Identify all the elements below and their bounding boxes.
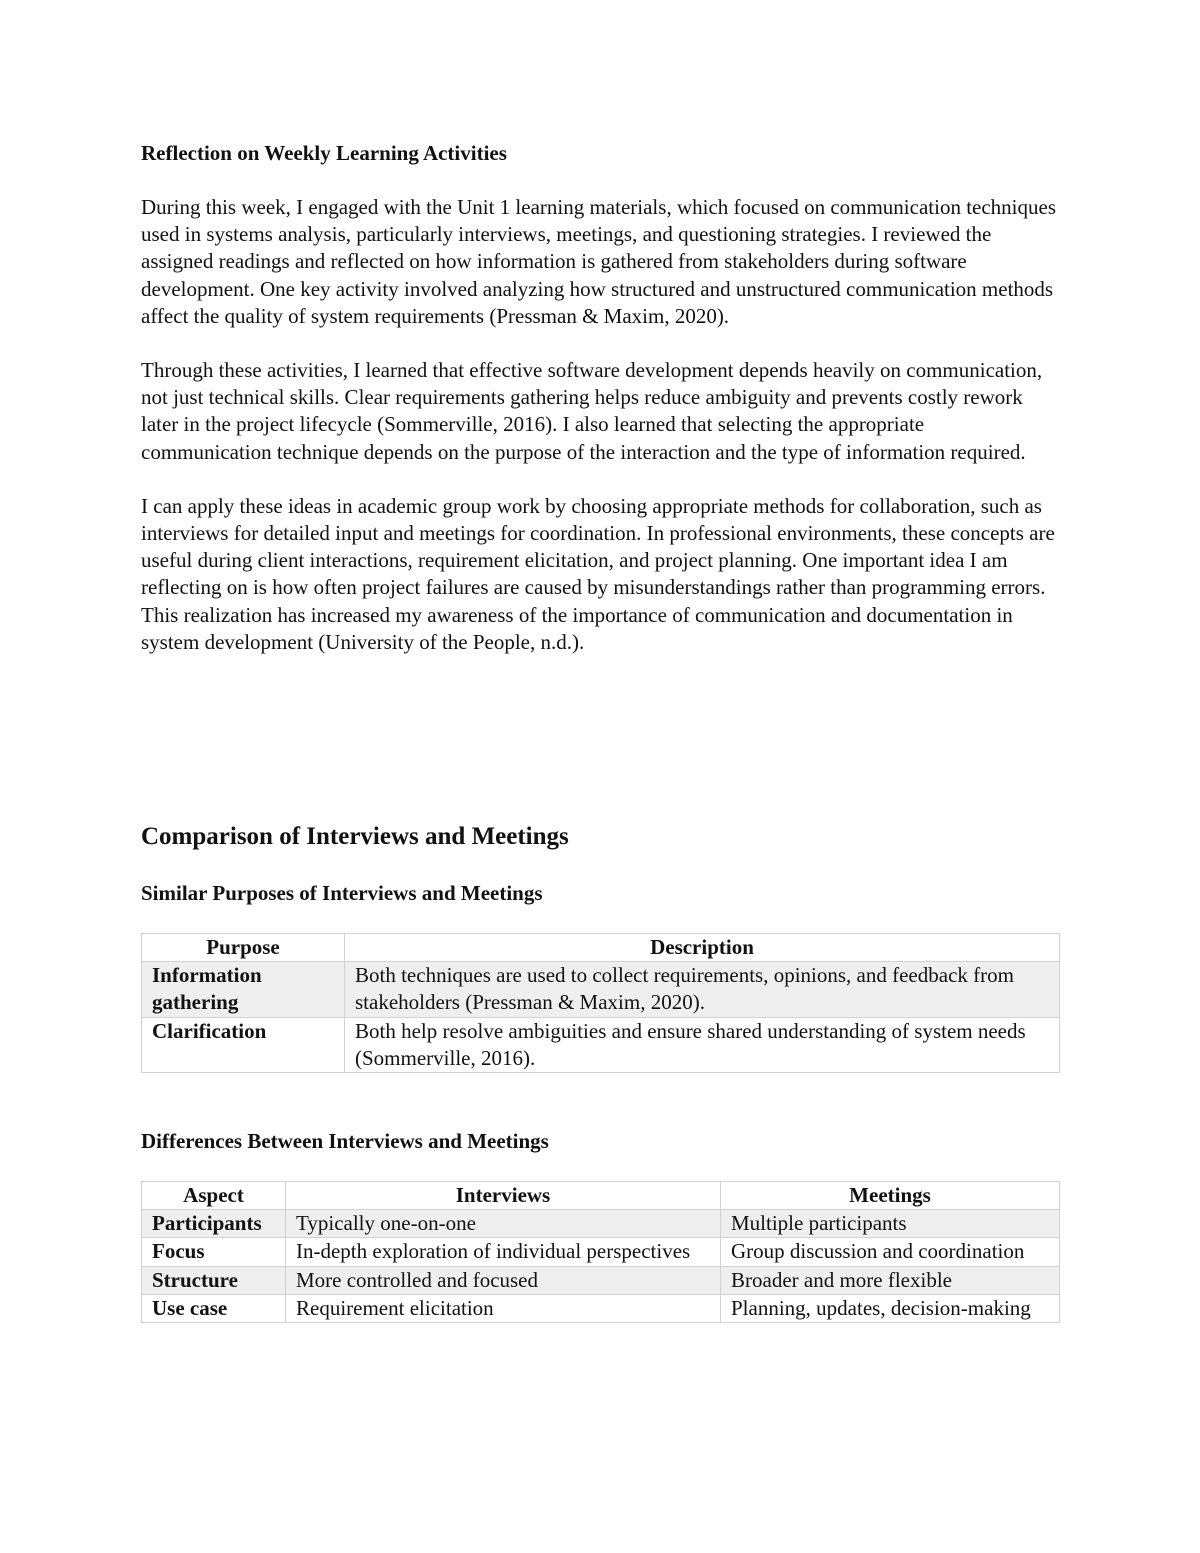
row-meetings-cell: Group discussion and coordination (721, 1238, 1060, 1266)
table-row (142, 1017, 1060, 1072)
row-interviews-cell: Requirement elicitation (286, 1294, 721, 1322)
row-interviews-cell: In-depth exploration of individual perspectives (286, 1238, 721, 1266)
similar-purposes-title: Similar Purposes of Interviews and Meetings (141, 881, 543, 905)
column-header-aspect: Aspect (142, 1182, 286, 1210)
similar-purposes-table (141, 933, 1060, 1073)
reflection-paragraph-2: Through these activities, I learned that effective software development depends heavily on communication, not just technical skills. Clear requirements gathering helps reduce ambiguity and prevents costly rework later in the project lifecycle (Sommerville, 2016). I also learned that selecting the appropriate communication technique depends on the purpose of the interaction and the type of information required. (141, 358, 1043, 464)
row-interviews-cell: More controlled and focused (286, 1266, 721, 1294)
comparison-title: Comparison of Interviews and Meetings (141, 823, 569, 850)
differences-title: Differences Between Interviews and Meetings (141, 1129, 549, 1153)
row-label: Participants (142, 1210, 286, 1238)
differences-table (141, 1181, 1060, 1323)
table-row (142, 1210, 1060, 1238)
row-label: Use case (142, 1294, 286, 1322)
column-header-description: Description (345, 934, 1060, 962)
row-interviews-cell: Typically one-on-one (286, 1210, 721, 1238)
document-page (141, 140, 1059, 1320)
row-meetings-cell: Planning, updates, decision-making (721, 1294, 1060, 1322)
column-header-purpose: Purpose (142, 934, 345, 962)
column-header-interviews: Interviews (286, 1182, 721, 1210)
row-description: Both techniques are used to collect requirements, opinions, and feedback from stakeholders (Pressman & Maxim, 2020). (345, 962, 1060, 1017)
row-label: Information gathering (142, 962, 345, 1017)
table-row (142, 1294, 1060, 1322)
table-row (142, 1238, 1060, 1266)
row-description: Both help resolve ambiguities and ensure shared understanding of system needs (Sommerville, 2016). (345, 1017, 1060, 1072)
table-row (142, 962, 1060, 1017)
table-header-row (142, 1182, 1060, 1210)
table-row (142, 1266, 1060, 1294)
row-label: Clarification (142, 1017, 345, 1072)
column-header-meetings: Meetings (721, 1182, 1060, 1210)
reflection-title: Reflection on Weekly Learning Activities (141, 141, 507, 165)
table-header-row (142, 934, 1060, 962)
row-meetings-cell: Broader and more flexible (721, 1266, 1060, 1294)
reflection-paragraph-3: I can apply these ideas in academic group work by choosing appropriate methods for collaboration, such as interviews for detailed input and meetings for coordination. In professional environments, these concepts are useful during client interactions, requirement elicitation, and project planning. One important idea I am reflecting on is how often project failures are caused by misunderstandings rather than programming errors. This realization has increased my awareness of the importance of communication and documentation in system development (University of the People, n.d.). (141, 493, 1055, 654)
row-meetings-cell: Multiple participants (721, 1210, 1060, 1238)
row-label: Structure (142, 1266, 286, 1294)
reflection-paragraph-1: During this week, I engaged with the Unit 1 learning materials, which focused on communication techniques used in systems analysis, particularly interviews, meetings, and questioning strategies. I reviewed the assigned readings and reflected on how information is gathered from stakeholders during software development. One key activity involved analyzing how structured and unstructured communication methods affect the quality of system requirements (Pressman & Maxim, 2020). (141, 195, 1057, 328)
row-label: Focus (142, 1238, 286, 1266)
